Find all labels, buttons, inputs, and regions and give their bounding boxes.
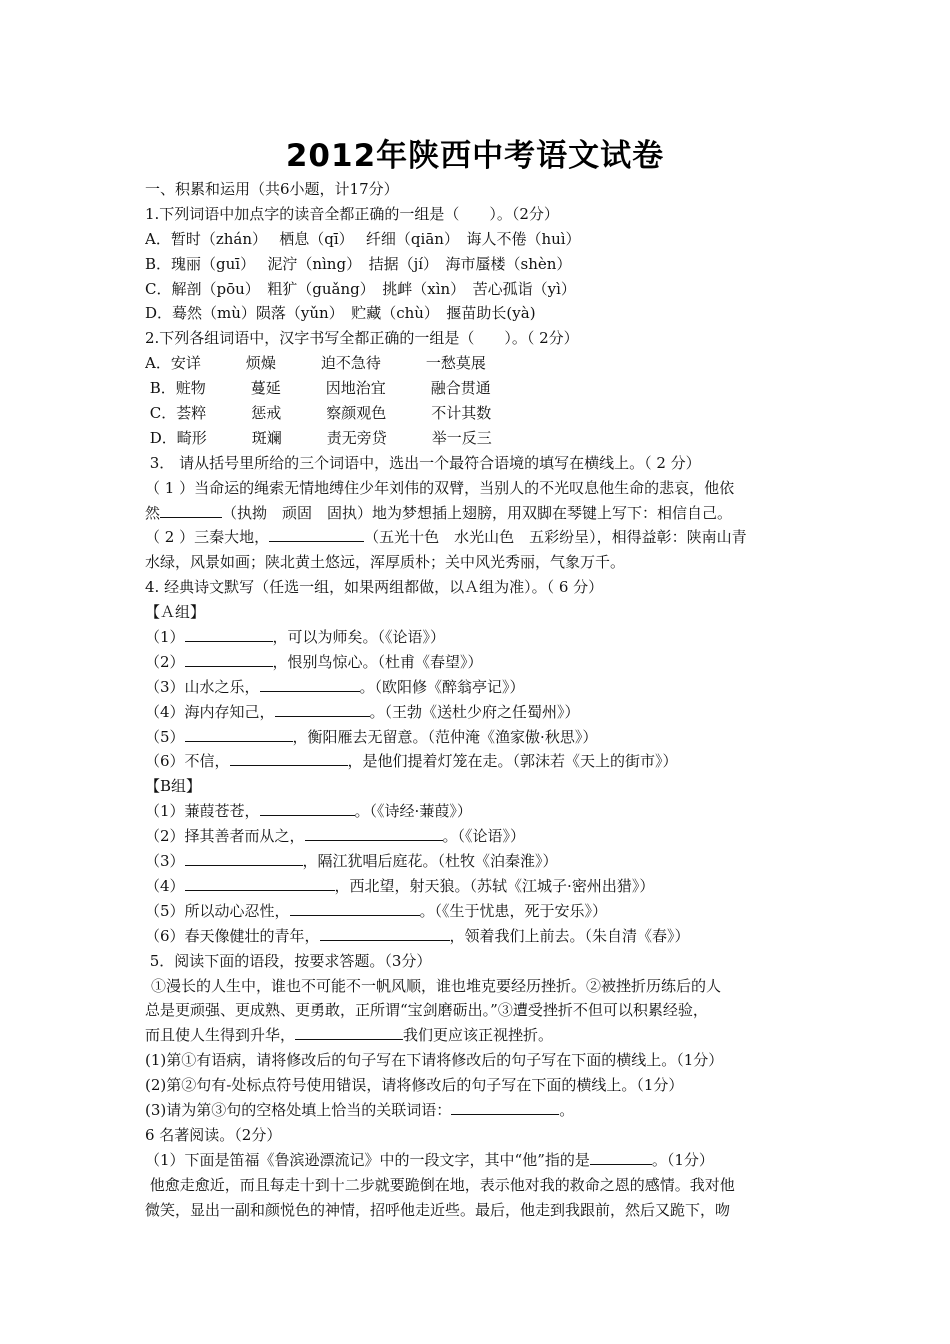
answer-blank[interactable] [290, 900, 420, 916]
q1-option-b: B．瑰丽（guī） 泥泞（nìng） 拮据（jí） 海市蜃楼（shèn） [145, 254, 572, 273]
text: ，隔江犹唱后庭花。（杜牧《泊秦淮》） [302, 852, 558, 871]
answer-blank[interactable] [260, 676, 360, 692]
text: （1）蒹葭苍苍， [145, 802, 260, 821]
text: （4） [145, 876, 185, 895]
text: （ 2 ）三秦大地， [145, 528, 270, 547]
text: 我们更应该正视挫折。 [403, 1026, 554, 1045]
answer-blank[interactable] [590, 1149, 652, 1165]
text: 。（1分） [651, 1150, 714, 1169]
q6-stem: 6 名著阅读。（2分） [145, 1125, 282, 1144]
q4-b-item [145, 824, 810, 849]
q2-stem: 2.下列各组词语中，汉字书写全都正确的一组是（ ）。（ 2分） [145, 329, 579, 348]
text: 而且使人生得到升华， [145, 1026, 296, 1045]
q4-a-item [145, 700, 810, 725]
text: （6）不信， [145, 752, 230, 771]
text: 。（王勃《送杜少府之任蜀州》） [369, 702, 580, 721]
q5-sub1: (1)第①有语病，请将修改后的句子写在下请将修改后的句子写在下面的横线上。（1分） [145, 1051, 724, 1070]
text: （5） [145, 727, 185, 746]
q4-b-item [145, 849, 810, 874]
text: 然 [145, 503, 161, 522]
q3-part1-line1: （ 1 ）当命运的绳索无情地缚住少年刘伟的双臂，当别人的不光叹息他生命的悲哀，他依 [145, 478, 735, 497]
q5-stem: 5．阅读下面的语段，按要求答题。（3分） [145, 951, 432, 970]
answer-blank[interactable] [185, 726, 293, 742]
text: 。 [559, 1100, 575, 1119]
q4-b-item [145, 924, 810, 949]
text: 。（《生于忧患，死于安乐》） [419, 901, 608, 920]
q1-option-d: D．蓦然（mù）陨落（yǔn） 贮藏（chù） 揠苗助长(yà) [145, 304, 536, 323]
answer-blank[interactable] [295, 1024, 403, 1040]
answer-blank[interactable] [185, 651, 273, 667]
q3-part2-line2: 水绿，风景如画；陕北黄土悠远，浑厚质朴；关中风光秀丽，气象万千。 [145, 553, 626, 572]
text: （3） [145, 852, 185, 871]
q4-a-item [145, 625, 810, 650]
text: （4）海内存知己， [145, 702, 275, 721]
q5-passage-line3 [145, 1023, 810, 1048]
text: （五光十色 水光山色 五彩纷呈），相得益彰：陕南山青 [364, 528, 747, 547]
q4-group-a-label: 【Ａ组】 [145, 603, 206, 622]
text: （1） [145, 628, 185, 647]
q5-passage-line2: 总是更顽强、更成熟、更勇敢，正所谓“宝剑磨砺出。”③遭受挫折不但可以积累经验， [145, 1001, 708, 1020]
q5-sub2: (2)第②句有-处标点符号使用错误，请将修改后的句子写在下面的横线上。（1分） [145, 1076, 684, 1095]
q3-part1-line2 [145, 501, 810, 526]
page-title: 2012年陕西中考语文试卷 [285, 138, 665, 174]
answer-blank[interactable] [185, 850, 303, 866]
text: （2）择其善者而从之， [145, 827, 305, 846]
text: 。（欧阳修《醉翁亭记》） [359, 677, 525, 696]
q2-option-b: B．赃物 蔓延 因地治宜 融合贯通 [145, 379, 491, 398]
q1-stem: 1.下列词语中加点字的读音全都正确的一组是（ ）。（2分） [145, 204, 559, 223]
q6-sub1 [145, 1148, 810, 1173]
q3-stem: 3． 请从括号里所给的三个词语中，选出一个最符合语境的填写在横线上。（ 2 分） [145, 453, 701, 472]
q4-a-item [145, 675, 810, 700]
text: (3)请为第③句的空格处填上恰当的关联词语： [145, 1100, 452, 1119]
text: ，可以为师矣。（《论语》） [272, 628, 446, 647]
q4-b-item [145, 799, 810, 824]
exam-body [145, 177, 810, 1222]
text: （执拗 顽固 固执）地为梦想插上翅膀，用双脚在琴键上写下：相信自己。 [222, 503, 733, 522]
q4-a-item [145, 725, 810, 750]
answer-blank[interactable] [160, 502, 222, 518]
answer-blank[interactable] [185, 626, 273, 642]
answer-blank[interactable] [269, 526, 364, 542]
text: ，恨别鸟惊心。（杜甫《春望》） [272, 652, 483, 671]
q5-passage-line1: ①漫长的人生中，谁也不可能不一帆风顺，谁也堆克要经历挫折。②被挫折历练后的人 [151, 976, 722, 995]
q6-passage-line2: 微笑，显出一副和颜悦色的神情，招呼他走近些。最后，他走到我跟前，然后又跪下，吻 [145, 1200, 731, 1219]
answer-blank[interactable] [451, 1099, 559, 1115]
text: ，衡阳雁去无留意。（范仲淹《渔家傲·秋思》） [292, 727, 598, 746]
q4-stem: 4. 经典诗文默写（任选一组，如果两组都做，以Ａ组为准）。（ 6 分） [145, 578, 604, 597]
q3-part2-line1 [145, 525, 810, 550]
q4-group-b-label: 【B组】 [145, 777, 202, 796]
answer-blank[interactable] [275, 701, 370, 717]
q1-option-a: A．暂时（zhán） 栖息（qī） 纤细（qiān） 诲人不倦（huì） [145, 229, 581, 248]
text: 。（《论语》） [442, 827, 526, 846]
q1-option-c: C．解剖（pōu） 粗犷（guǎng） 挑衅（xìn） 苦心孤诣（yì） [145, 279, 576, 298]
q4-a-item [145, 749, 810, 774]
section-heading: 一、积累和运用（共6小题，计17分） [145, 180, 399, 198]
text: ，领着我们上前去。（朱自清《春》） [449, 926, 690, 945]
q4-a-item [145, 650, 810, 675]
text: （5）所以动心忍性， [145, 901, 290, 920]
q4-b-item [145, 874, 810, 899]
answer-blank[interactable] [305, 825, 443, 841]
answer-blank[interactable] [320, 925, 450, 941]
text: （6）春天像健壮的青年， [145, 926, 320, 945]
text: （3）山水之乐， [145, 677, 260, 696]
q2-option-d: D．畸形 斑斓 责无旁贷 举一反三 [145, 428, 492, 447]
text: ，是他们提着灯笼在走。（郭沫若《天上的街市》） [347, 752, 678, 771]
q2-option-c: C．荟粹 惩戒 察颜观色 不计其数 [145, 404, 492, 423]
q5-sub3 [145, 1098, 810, 1123]
text: ，西北望，射天狼。（苏轼《江城子·密州出猎》） [334, 876, 655, 895]
q6-passage-line1: 他愈走愈近，而且每走十到十二步就要跪倒在地，表示他对我的救命之恩的感情。我对他 [145, 1175, 735, 1194]
q4-b-item [145, 899, 810, 924]
answer-blank[interactable] [260, 800, 355, 816]
answer-blank[interactable] [185, 875, 335, 891]
q2-option-a: A．安详 烦燥 迫不急待 一愁莫展 [145, 354, 486, 373]
answer-blank[interactable] [230, 750, 348, 766]
text: 。（《诗经·蒹葭》） [354, 802, 472, 821]
text: （1）下面是笛福《鲁滨逊漂流记》中的一段文字，其中“他”指的是 [145, 1150, 590, 1169]
text: （2） [145, 652, 185, 671]
